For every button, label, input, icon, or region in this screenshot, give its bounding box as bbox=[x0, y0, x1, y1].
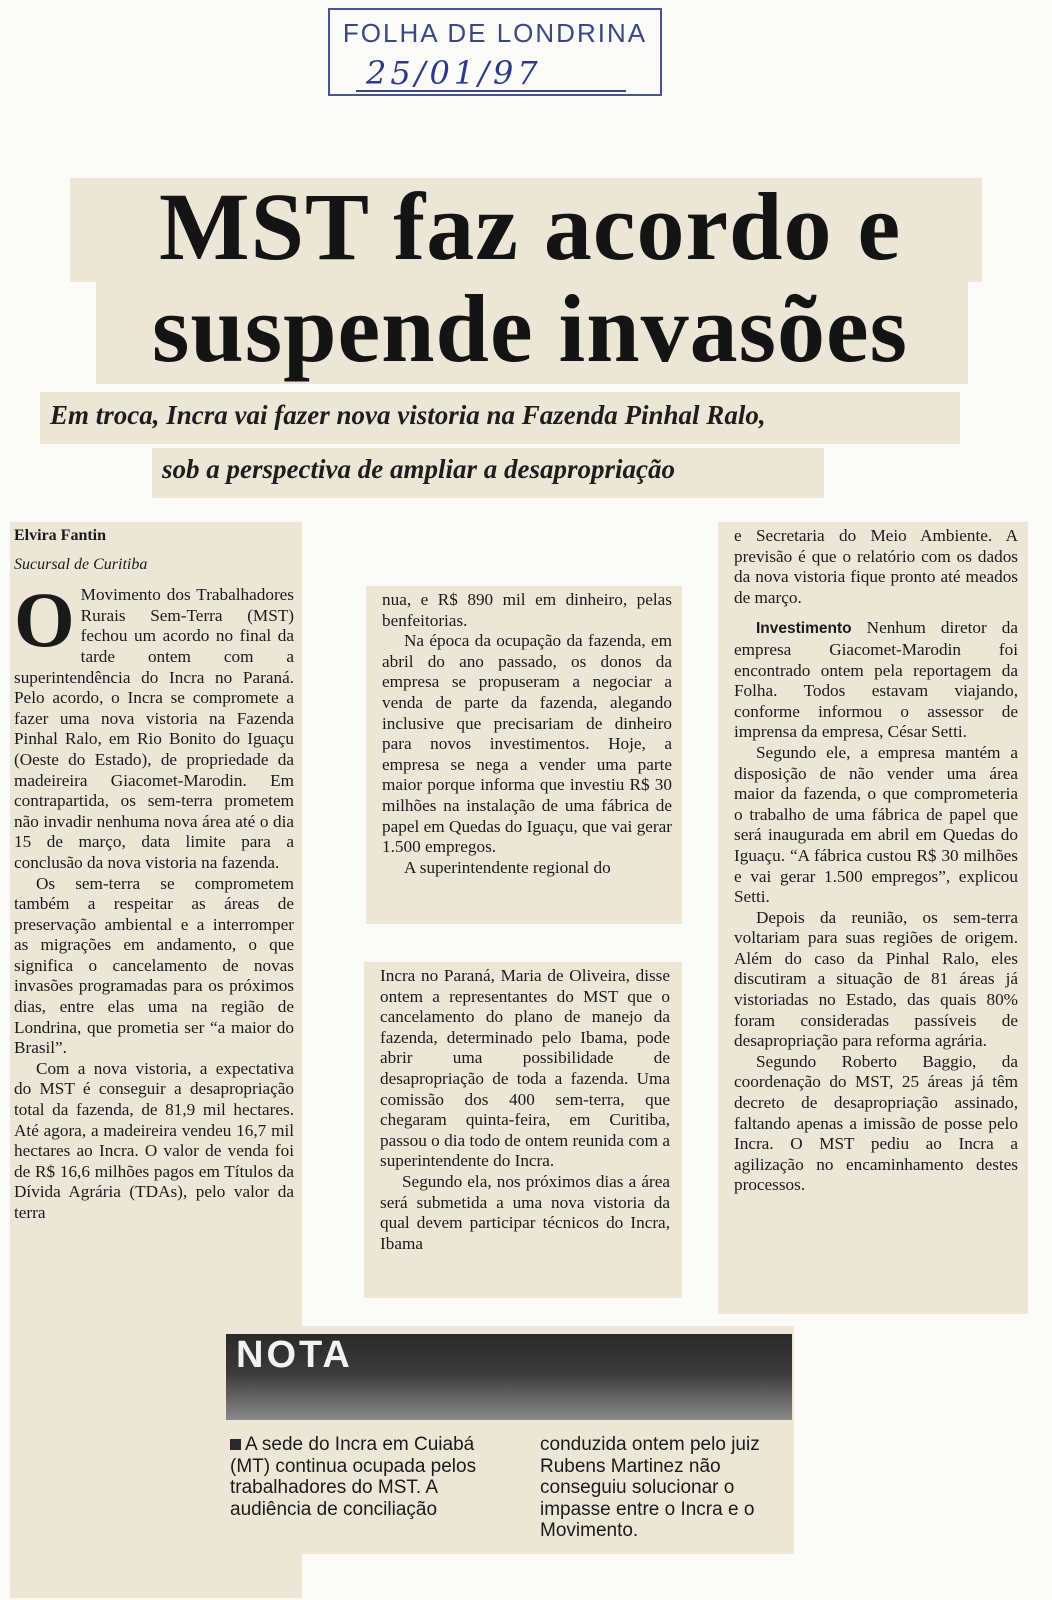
note-text-left: A sede do Incra em Cuiabá (MT) continua ocupada pelos trabalhadores do MST. A audiência de conciliação bbox=[230, 1434, 477, 1520]
subheadline-line-1: Em troca, Incra vai fazer nova vistoria na Fazenda Pinhal Ralo, bbox=[50, 400, 766, 430]
article-column-2b bbox=[380, 966, 670, 1294]
byline: Elvira Fantin bbox=[14, 527, 107, 544]
article-paragraph: Os sem-terra se comprometem também a respeitar as áreas de preservação ambiental e a interromper as migrações em andamento, o que significa o cancelamento de novas invasões programadas para os próximos dias, entre elas uma na região de Londrina, que prometia ser “a maior do Brasil”. bbox=[14, 873, 294, 1058]
note-text-right: conduzida ontem pelo juiz Rubens Martinez não conseguiu solucionar o impasse entre o Incra e o Movimento. bbox=[540, 1434, 760, 1541]
note-title: NOTA bbox=[236, 1334, 353, 1376]
article-paragraph: Segundo ele, a empresa mantém a disposição de não vender uma área maior da fazenda, o que comprometeria o trabalho de uma fábrica de papel que será inaugurada em abril em Quedas do Iguaçu. “A fábrica custou R$ 30 milhões e vai gerar 1.500 empregos”, explicou Setti. bbox=[734, 742, 1018, 907]
subheadline-line-2: sob a perspectiva de ampliar a desapropriação bbox=[162, 454, 675, 484]
article-paragraph: e Secretaria do Meio Ambiente. A previsão é que o relatório com os dados da nova vistoria fique pronto até meados de março. bbox=[734, 526, 1018, 607]
article-paragraph: A superintendente regional do bbox=[404, 857, 611, 877]
article-paragraph: Segundo ela, nos próximos dias a área será submetida a uma nova vistoria da qual devem participar técnicos do Incra, Ibama bbox=[380, 1171, 670, 1253]
article-paragraph: Depois da reunião, os sem-terra voltariam para suas regiões de origem. Além do caso da Pinhal Ralo, eles discutiram a situação de 81 áreas já vistoriadas no Estado, das quais 80% foram consideradas passíveis de desapropriação para reforma agrária. bbox=[734, 907, 1018, 1051]
article-paragraph: Incra no Paraná, Maria de Oliveira, disse ontem a representantes do MST que o cancelamento do plano de manejo da fazenda, determinado pelo Ibama, pode abrir uma possibilidade de desapropriação de toda a fazenda. Uma comissão dos 400 sem-terra, que chegaram quinta-feira, em Curitiba, passou o dia todo de ontem reunida com a superintendente do Incra. bbox=[380, 966, 670, 1171]
article-paragraph: Investimento Nenhum diretor da empresa Giacomet-Marodin foi encontrado ontem pela reportagem da Folha. Todos estavam viajando, conforme informou o assessor de imprensa da empresa, César Setti. bbox=[734, 618, 1018, 742]
headline bbox=[70, 173, 990, 388]
stamp-date: 25/01/97 bbox=[366, 54, 542, 92]
bureau: Sucursal de Curitiba bbox=[14, 555, 148, 573]
section-lead: Investimento bbox=[756, 620, 852, 638]
article-paragraph: Com a nova vistoria, a expectativa do MST é conseguir a desapropriação total da fazenda, de 81,9 mil hectares. Até agora, a madeireira vendeu 16,7 mil hectares ao Incra. O valor de venda foi de R$ 16,6 milhões pagos em Títulos da Dívida Agrária (TDAs), pelo valor da terra bbox=[14, 1058, 294, 1222]
article-paragraph: nua, e R$ 890 mil em dinheiro, pelas benfeitorias. bbox=[382, 590, 672, 630]
drop-cap: O bbox=[14, 576, 75, 664]
article-paragraph: Segundo Roberto Baggio, da coordenação do MST, 25 áreas já têm decreto de desapropriação assinado, faltando apenas a imissão de posse pelo Incra. O MST pediu ao Incra a agilização no encaminhamento destes processos. bbox=[734, 1051, 1018, 1195]
bullet-square-icon bbox=[230, 1439, 241, 1450]
headline-line-1: MST faz acordo e bbox=[158, 173, 902, 280]
newspaper-stamp bbox=[328, 8, 662, 96]
stamp-newspaper-name: FOLHA DE LONDRINA bbox=[342, 18, 648, 48]
stamp-underline bbox=[356, 90, 626, 92]
article-paragraph: O Movimento dos Trabalhadores Rurais Sem-Terra (MST) fechou um acordo no final da tarde ontem com a superintendência do Incra no Paraná. Pelo acordo, o Incra se compromete a fazer uma nova vistoria na Fazenda Pinhal Ralo, em Rio Bonito do Iguaçu (Oeste do Estado), de propriedade da madeireira Giacomet-Marodin. Em contrapartida, os sem-terra prometem não invadir nenhuma nova área até o dia 15 de março, data limite para a conclusão da nova vistoria na fazenda. bbox=[14, 576, 294, 872]
headline-line-2: suspende invasões bbox=[152, 275, 908, 382]
article-column-3 bbox=[734, 526, 1018, 1310]
article-paragraph: Na época da ocupação da fazenda, em abril do ano passado, os donos da empresa se propuseram a negociar a venda de parte da fazenda, alegando inclusive que precisariam de dinheiro para novos investimentos. Hoje, a empresa se nega a vender uma parte maior porque informa que investiu R$ 30 milhões na instalação de uma fábrica de papel em Quedas do Iguaçu, que vai gerar 1.500 empregos. bbox=[382, 631, 672, 857]
article-column-2a bbox=[382, 590, 672, 920]
